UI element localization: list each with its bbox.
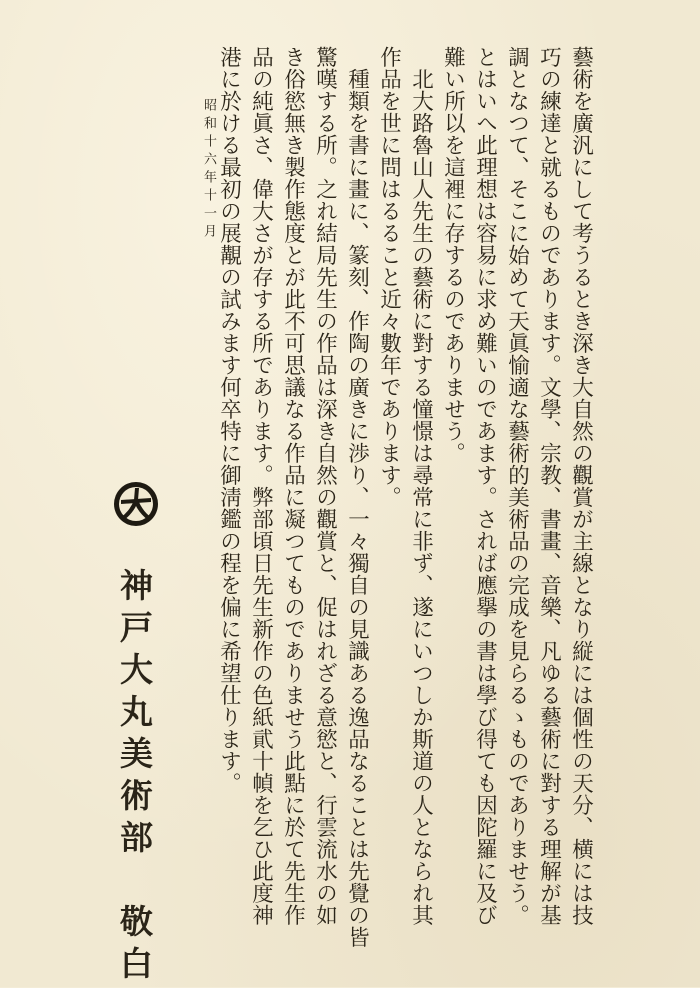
signature: 神戸大丸美術部 敬白 bbox=[115, 568, 154, 988]
daimaru-logo-icon bbox=[112, 480, 160, 528]
body-column-12: 港に於ける最初の展覯の試みます何卒特に御淸鑑の程を偏に希望仕ります。 bbox=[216, 46, 242, 794]
body-column-10: き俗慾無き製作態度とが此不可思議なる作品に凝つてものでありませう此點に於て先生作 bbox=[280, 46, 306, 926]
body-column-5: 難い所以を這裡に存するのでありませう。 bbox=[440, 46, 466, 464]
body-column-9: 驚嘆する所。之れ結局先生の作品は深き自然の觀賞と、促はれざる意慾と、行雲流水の如 bbox=[312, 46, 338, 926]
body-column-7: 作品を世に問はるること近々數年であります。 bbox=[376, 46, 402, 508]
body-column-4: とはいへ此理想は容易に求め難いのであます。されば應擧の書は學び得ても因陀羅に及び bbox=[472, 46, 498, 926]
date-line: 昭和十六年十一月 bbox=[201, 98, 216, 242]
body-column-3: 調となつて、そこに始めて天眞愉適な藝術的美術品の完成を見らるゝものでありませう。 bbox=[504, 46, 530, 926]
body-column-6: 北大路魯山人先生の藝術に對する憧憬は尋常に非ず、遂にいつしか斯道の人となられ其 bbox=[408, 46, 434, 926]
body-column-1: 藝術を廣汎にして考うるとき深き大自然の觀賞が主線となり縦には個性の天分、横には技 bbox=[568, 46, 594, 926]
body-column-11: 品の純眞さ、偉大さが存する所であります。弊部頃日先生新作の色紙貮十幀を乞ひ此度神 bbox=[248, 46, 274, 926]
body-column-8: 種類を書に畫に、篆刻、作陶の廣きに渉り、一々獨自の見識ある逸品なることは先覺の皆 bbox=[344, 46, 370, 948]
body-column-2: 巧の練達と就るものであります。文學、宗教、書畫、音樂、凡ゆる藝術に對する理解が基 bbox=[536, 46, 562, 926]
